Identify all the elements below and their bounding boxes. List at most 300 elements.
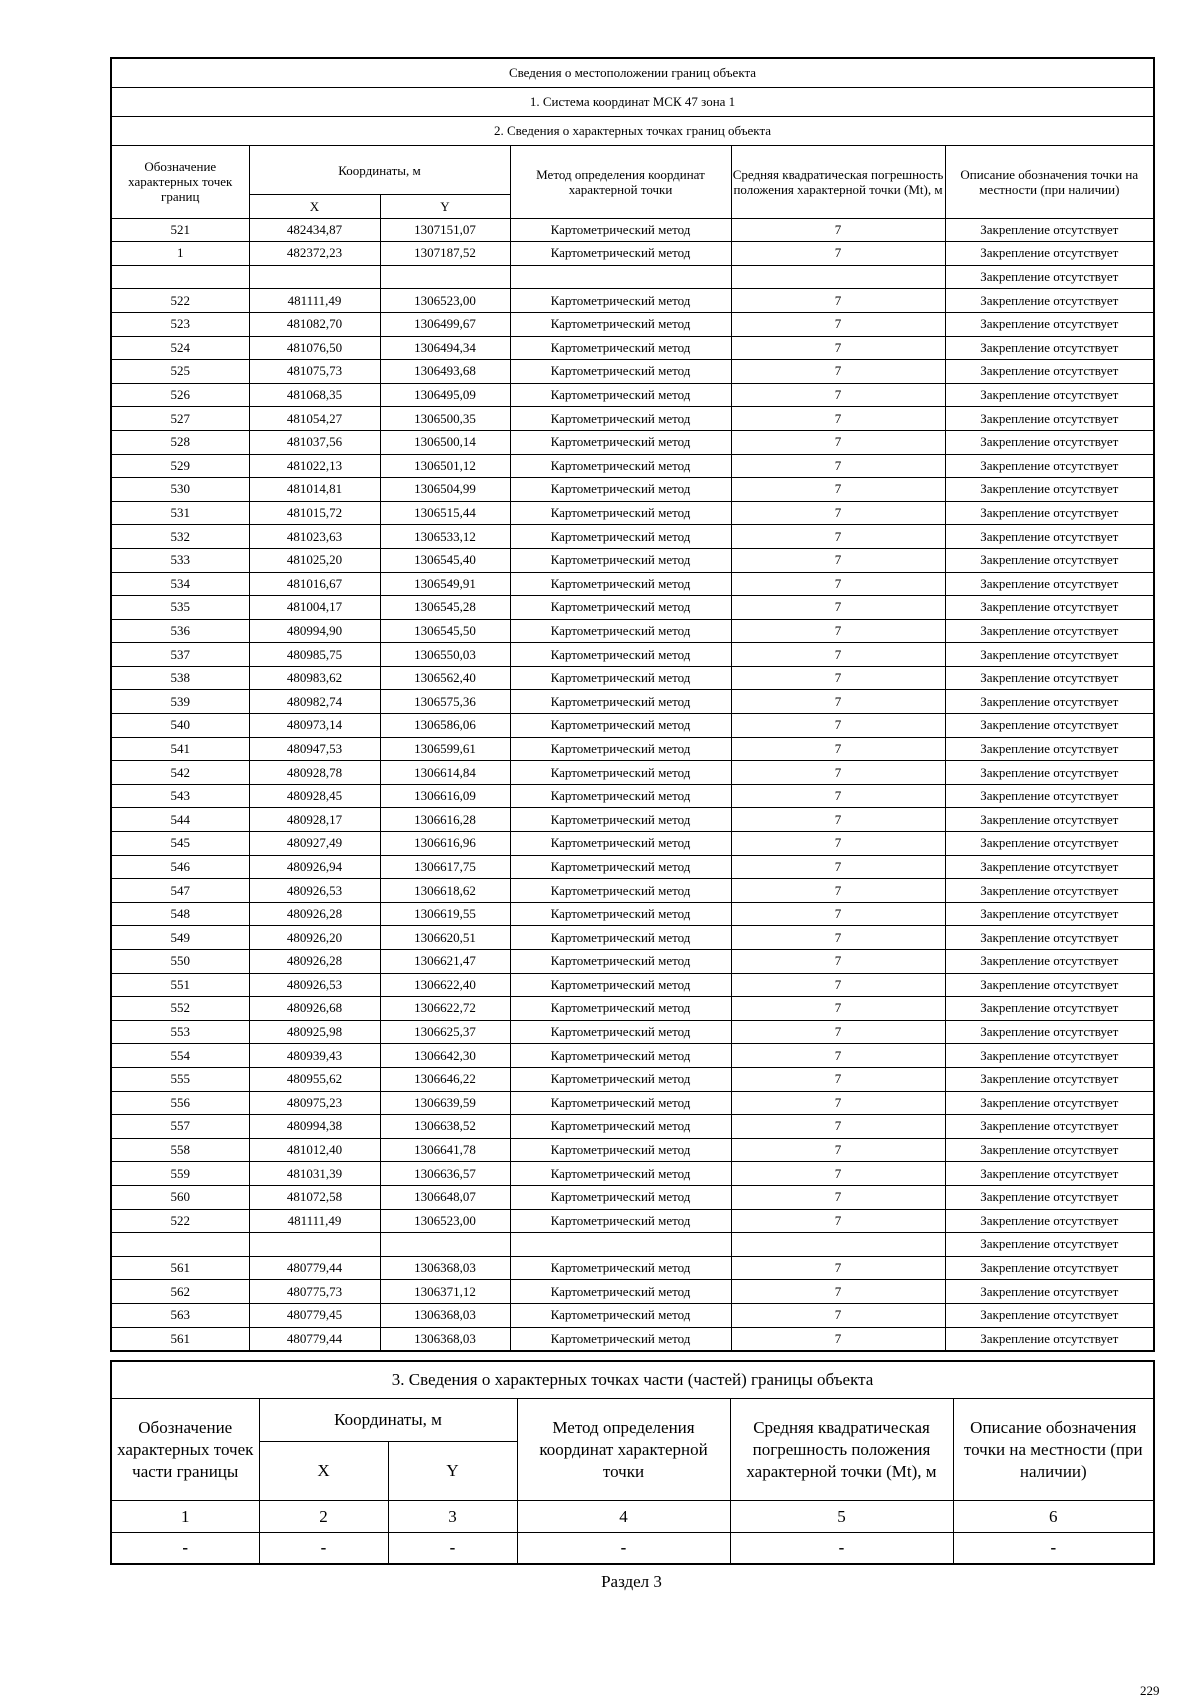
cell-description: Закрепление отсутствует bbox=[945, 289, 1154, 313]
cell-error: 7 bbox=[731, 336, 945, 360]
part-header-y: Y bbox=[388, 1442, 517, 1501]
cell-description: Закрепление отсутствует bbox=[945, 690, 1154, 714]
cell-description: Закрепление отсутствует bbox=[945, 596, 1154, 620]
table-row bbox=[111, 218, 1154, 242]
cell-point-id: 528 bbox=[111, 430, 249, 454]
header-y: Y bbox=[380, 195, 510, 219]
cell-coord-y: 1306371,12 bbox=[380, 1280, 510, 1304]
cell-coord-x: 481075,73 bbox=[249, 360, 380, 384]
cell-description: Закрепление отсутствует bbox=[945, 1162, 1154, 1186]
cell-description: Закрепление отсутствует bbox=[945, 808, 1154, 832]
cell-coord-y: 1306638,52 bbox=[380, 1115, 510, 1139]
cell-coord-x: 482434,87 bbox=[249, 218, 380, 242]
cell-coord-x: 480928,45 bbox=[249, 784, 380, 808]
cell-point-id: 522 bbox=[111, 1209, 249, 1233]
cell-method: Картометрический метод bbox=[510, 312, 731, 336]
table-row bbox=[111, 548, 1154, 572]
cell-point-id: 555 bbox=[111, 1067, 249, 1091]
cell-point-id: 561 bbox=[111, 1256, 249, 1280]
cell-description: Закрепление отсутствует bbox=[945, 572, 1154, 596]
table-row bbox=[111, 572, 1154, 596]
boundary-points-table bbox=[110, 57, 1155, 1352]
table-row bbox=[111, 950, 1154, 974]
cell-description: Закрепление отсутствует bbox=[945, 478, 1154, 502]
cell-coord-x: 480982,74 bbox=[249, 690, 380, 714]
table-row bbox=[111, 383, 1154, 407]
cell-coord-x: 481004,17 bbox=[249, 596, 380, 620]
cell-coord-y: 1306636,57 bbox=[380, 1162, 510, 1186]
column-number: 4 bbox=[517, 1501, 730, 1533]
cell-description: Закрепление отсутствует bbox=[945, 454, 1154, 478]
cell-method: Картометрический метод bbox=[510, 1256, 731, 1280]
cell-method: Картометрический метод bbox=[510, 1044, 731, 1068]
table-row bbox=[111, 1303, 1154, 1327]
cell-description: Закрепление отсутствует bbox=[945, 336, 1154, 360]
cell-error: 7 bbox=[731, 1044, 945, 1068]
cell-method: Картометрический метод bbox=[510, 242, 731, 266]
cell-point-id: 1 bbox=[111, 242, 249, 266]
cell-coord-y: 1307151,07 bbox=[380, 218, 510, 242]
table-row bbox=[111, 714, 1154, 738]
cell-error: 7 bbox=[731, 1115, 945, 1139]
cell-coord-x: 480994,90 bbox=[249, 619, 380, 643]
cell-method: Картометрический метод bbox=[510, 1162, 731, 1186]
cell-coord-y: 1306599,61 bbox=[380, 737, 510, 761]
table-row bbox=[111, 1233, 1154, 1257]
cell-coord-y: 1306493,68 bbox=[380, 360, 510, 384]
header-description: Описание обозначения точки на местности (при наличии) bbox=[945, 146, 1154, 219]
cell-coord-y: 1306616,09 bbox=[380, 784, 510, 808]
cell-method: Картометрический метод bbox=[510, 1303, 731, 1327]
cell-method: Картометрический метод bbox=[510, 525, 731, 549]
cell-coord-x: 481076,50 bbox=[249, 336, 380, 360]
cell-point-id: 534 bbox=[111, 572, 249, 596]
empty-cell: - bbox=[388, 1533, 517, 1565]
cell-method: Картометрический метод bbox=[510, 737, 731, 761]
cell-coord-x: 480927,49 bbox=[249, 832, 380, 856]
cell-error: 7 bbox=[731, 548, 945, 572]
table-row bbox=[111, 643, 1154, 667]
cell-description: Закрепление отсутствует bbox=[945, 1280, 1154, 1304]
table-row bbox=[111, 289, 1154, 313]
cell-method: Картометрический метод bbox=[510, 596, 731, 620]
cell-error: 7 bbox=[731, 501, 945, 525]
cell-point-id: 556 bbox=[111, 1091, 249, 1115]
cell-point-id: 545 bbox=[111, 832, 249, 856]
cell-method: Картометрический метод bbox=[510, 478, 731, 502]
cell-point-id: 548 bbox=[111, 902, 249, 926]
cell-coord-x: 482372,23 bbox=[249, 242, 380, 266]
header-point: Обозначение характерных точек границ bbox=[111, 146, 249, 219]
cell-point-id: 552 bbox=[111, 997, 249, 1021]
cell-description: Закрепление отсутствует bbox=[945, 902, 1154, 926]
table-row bbox=[111, 761, 1154, 785]
empty-cell: - bbox=[953, 1533, 1154, 1565]
cell-coord-y: 1306549,91 bbox=[380, 572, 510, 596]
cell-point-id: 549 bbox=[111, 926, 249, 950]
cell-coord-y: 1306622,72 bbox=[380, 997, 510, 1021]
cell-method: Картометрический метод bbox=[510, 1115, 731, 1139]
cell-method bbox=[510, 265, 731, 289]
part-boundary-points-table bbox=[110, 1360, 1155, 1565]
cell-error: 7 bbox=[731, 360, 945, 384]
cell-method: Картометрический метод bbox=[510, 572, 731, 596]
cell-error: 7 bbox=[731, 879, 945, 903]
cell-description: Закрепление отсутствует bbox=[945, 737, 1154, 761]
table-row bbox=[111, 737, 1154, 761]
cell-description: Закрепление отсутствует bbox=[945, 525, 1154, 549]
cell-coord-x bbox=[249, 1233, 380, 1257]
cell-method: Картометрический метод bbox=[510, 289, 731, 313]
cell-point-id: 542 bbox=[111, 761, 249, 785]
table-row bbox=[111, 265, 1154, 289]
cell-coord-y: 1306500,35 bbox=[380, 407, 510, 431]
cell-method: Картометрический метод bbox=[510, 1209, 731, 1233]
cell-method: Картометрический метод bbox=[510, 950, 731, 974]
table-row bbox=[111, 430, 1154, 454]
table-row bbox=[111, 360, 1154, 384]
table-row bbox=[111, 619, 1154, 643]
table-title: Сведения о местоположении границ объекта bbox=[111, 58, 1154, 88]
cell-error: 7 bbox=[731, 784, 945, 808]
cell-method bbox=[510, 1233, 731, 1257]
cell-method: Картометрический метод bbox=[510, 454, 731, 478]
cell-coord-x: 481015,72 bbox=[249, 501, 380, 525]
table-row bbox=[111, 926, 1154, 950]
cell-description: Закрепление отсутствует bbox=[945, 926, 1154, 950]
cell-error: 7 bbox=[731, 407, 945, 431]
cell-coord-x: 480955,62 bbox=[249, 1067, 380, 1091]
cell-point-id: 557 bbox=[111, 1115, 249, 1139]
cell-error bbox=[731, 1233, 945, 1257]
empty-cell: - bbox=[259, 1533, 388, 1565]
cell-coord-x: 481054,27 bbox=[249, 407, 380, 431]
table-row bbox=[111, 596, 1154, 620]
cell-error: 7 bbox=[731, 737, 945, 761]
cell-point-id: 546 bbox=[111, 855, 249, 879]
table-row bbox=[111, 832, 1154, 856]
cell-description: Закрепление отсутствует bbox=[945, 950, 1154, 974]
cell-coord-y bbox=[380, 265, 510, 289]
cell-method: Картометрический метод bbox=[510, 1327, 731, 1351]
table-row bbox=[111, 902, 1154, 926]
cell-description: Закрепление отсутствует bbox=[945, 1138, 1154, 1162]
cell-method: Картометрический метод bbox=[510, 997, 731, 1021]
cell-error: 7 bbox=[731, 902, 945, 926]
table-row bbox=[111, 525, 1154, 549]
table-row bbox=[111, 1256, 1154, 1280]
cell-coord-x: 480775,73 bbox=[249, 1280, 380, 1304]
cell-method: Картометрический метод bbox=[510, 1020, 731, 1044]
cell-method: Картометрический метод bbox=[510, 501, 731, 525]
cell-coord-x: 481031,39 bbox=[249, 1162, 380, 1186]
cell-description: Закрепление отсутствует bbox=[945, 383, 1154, 407]
cell-description: Закрепление отсутствует bbox=[945, 1020, 1154, 1044]
part-header-error: Средняя квадратическая погрешность положения характерной точки (Mt), м bbox=[730, 1399, 953, 1501]
empty-cell: - bbox=[111, 1533, 259, 1565]
cell-method: Картометрический метод bbox=[510, 761, 731, 785]
cell-coord-x: 480983,62 bbox=[249, 666, 380, 690]
cell-point-id: 539 bbox=[111, 690, 249, 714]
cell-coord-x: 481037,56 bbox=[249, 430, 380, 454]
cell-method: Картометрический метод bbox=[510, 855, 731, 879]
cell-coord-y: 1306575,36 bbox=[380, 690, 510, 714]
cell-point-id: 563 bbox=[111, 1303, 249, 1327]
cell-coord-x: 481082,70 bbox=[249, 312, 380, 336]
header-x: X bbox=[249, 195, 380, 219]
part-header-point: Обозначение характерных точек части границы bbox=[111, 1399, 259, 1501]
cell-point-id: 551 bbox=[111, 973, 249, 997]
cell-method: Картометрический метод bbox=[510, 1067, 731, 1091]
cell-coord-x: 480928,78 bbox=[249, 761, 380, 785]
cell-error: 7 bbox=[731, 1280, 945, 1304]
cell-error: 7 bbox=[731, 619, 945, 643]
cell-coord-x: 481014,81 bbox=[249, 478, 380, 502]
cell-coord-y: 1306642,30 bbox=[380, 1044, 510, 1068]
cell-error: 7 bbox=[731, 643, 945, 667]
cell-description: Закрепление отсутствует bbox=[945, 360, 1154, 384]
cell-coord-y: 1306501,12 bbox=[380, 454, 510, 478]
cell-error: 7 bbox=[731, 383, 945, 407]
cell-coord-y: 1306523,00 bbox=[380, 289, 510, 313]
column-number: 6 bbox=[953, 1501, 1154, 1533]
cell-description: Закрепление отсутствует bbox=[945, 619, 1154, 643]
cell-method: Картометрический метод bbox=[510, 430, 731, 454]
cell-method: Картометрический метод bbox=[510, 902, 731, 926]
cell-coord-x: 480779,45 bbox=[249, 1303, 380, 1327]
cell-coord-x: 480926,68 bbox=[249, 997, 380, 1021]
cell-point-id: 524 bbox=[111, 336, 249, 360]
table-row bbox=[111, 1185, 1154, 1209]
cell-coord-y: 1306545,40 bbox=[380, 548, 510, 572]
cell-coord-y: 1306495,09 bbox=[380, 383, 510, 407]
cell-description: Закрепление отсутствует bbox=[945, 265, 1154, 289]
cell-coord-y: 1306639,59 bbox=[380, 1091, 510, 1115]
cell-coord-y: 1306562,40 bbox=[380, 666, 510, 690]
cell-error: 7 bbox=[731, 808, 945, 832]
cell-point-id: 521 bbox=[111, 218, 249, 242]
cell-point-id: 526 bbox=[111, 383, 249, 407]
cell-point-id bbox=[111, 1233, 249, 1257]
cell-method: Картометрический метод bbox=[510, 926, 731, 950]
table-row bbox=[111, 784, 1154, 808]
cell-point-id: 540 bbox=[111, 714, 249, 738]
cell-coord-x: 480973,14 bbox=[249, 714, 380, 738]
cell-coord-x: 480975,23 bbox=[249, 1091, 380, 1115]
cell-description: Закрепление отсутствует bbox=[945, 973, 1154, 997]
cell-description: Закрепление отсутствует bbox=[945, 997, 1154, 1021]
cell-point-id: 558 bbox=[111, 1138, 249, 1162]
cell-coord-x: 481025,20 bbox=[249, 548, 380, 572]
cell-description: Закрепление отсутствует bbox=[945, 832, 1154, 856]
cell-coord-x: 481111,49 bbox=[249, 1209, 380, 1233]
cell-coord-y: 1306616,28 bbox=[380, 808, 510, 832]
cell-coord-y: 1306499,67 bbox=[380, 312, 510, 336]
cell-error: 7 bbox=[731, 312, 945, 336]
cell-coord-y: 1306620,51 bbox=[380, 926, 510, 950]
table-row bbox=[111, 879, 1154, 903]
cell-coord-y: 1306586,06 bbox=[380, 714, 510, 738]
cell-method: Картометрический метод bbox=[510, 973, 731, 997]
cell-point-id: 523 bbox=[111, 312, 249, 336]
cell-error: 7 bbox=[731, 454, 945, 478]
column-number: 2 bbox=[259, 1501, 388, 1533]
table-subtitle: 2. Сведения о характерных точках границ объекта bbox=[111, 117, 1154, 146]
cell-method: Картометрический метод bbox=[510, 360, 731, 384]
cell-coord-y bbox=[380, 1233, 510, 1257]
cell-description: Закрепление отсутствует bbox=[945, 666, 1154, 690]
cell-point-id: 530 bbox=[111, 478, 249, 502]
cell-method: Картометрический метод bbox=[510, 619, 731, 643]
header-method: Метод определения координат характерной точки bbox=[510, 146, 731, 219]
cell-error: 7 bbox=[731, 572, 945, 596]
cell-coord-y: 1306622,40 bbox=[380, 973, 510, 997]
table-row bbox=[111, 1209, 1154, 1233]
cell-description: Закрепление отсутствует bbox=[945, 501, 1154, 525]
cell-coord-y: 1306368,03 bbox=[380, 1327, 510, 1351]
table-row bbox=[111, 1067, 1154, 1091]
cell-point-id: 560 bbox=[111, 1185, 249, 1209]
cell-coord-x: 480926,20 bbox=[249, 926, 380, 950]
cell-method: Картометрический метод bbox=[510, 832, 731, 856]
table-row bbox=[111, 690, 1154, 714]
cell-error: 7 bbox=[731, 666, 945, 690]
cell-description: Закрепление отсутствует bbox=[945, 879, 1154, 903]
cell-point-id: 532 bbox=[111, 525, 249, 549]
table-row bbox=[111, 454, 1154, 478]
part-header-method: Метод определения координат характерной точки bbox=[517, 1399, 730, 1501]
cell-coord-y: 1306641,78 bbox=[380, 1138, 510, 1162]
cell-error: 7 bbox=[731, 1185, 945, 1209]
cell-method: Картометрический метод bbox=[510, 808, 731, 832]
cell-point-id: 529 bbox=[111, 454, 249, 478]
cell-error: 7 bbox=[731, 1020, 945, 1044]
cell-coord-y: 1307187,52 bbox=[380, 242, 510, 266]
cell-coord-x: 480939,43 bbox=[249, 1044, 380, 1068]
cell-coord-y: 1306646,22 bbox=[380, 1067, 510, 1091]
cell-coord-x: 480926,28 bbox=[249, 902, 380, 926]
cell-coord-y: 1306621,47 bbox=[380, 950, 510, 974]
cell-error: 7 bbox=[731, 478, 945, 502]
cell-coord-x: 480928,17 bbox=[249, 808, 380, 832]
cell-point-id: 550 bbox=[111, 950, 249, 974]
cell-point-id: 527 bbox=[111, 407, 249, 431]
cell-description: Закрепление отсутствует bbox=[945, 1044, 1154, 1068]
cell-description: Закрепление отсутствует bbox=[945, 548, 1154, 572]
cell-description: Закрепление отсутствует bbox=[945, 643, 1154, 667]
cell-description: Закрепление отсутствует bbox=[945, 1233, 1154, 1257]
cell-coord-y: 1306523,00 bbox=[380, 1209, 510, 1233]
coordinate-system: 1. Система координат МСК 47 зона 1 bbox=[111, 88, 1154, 117]
cell-coord-y: 1306545,28 bbox=[380, 596, 510, 620]
table-row bbox=[111, 1044, 1154, 1068]
table-row bbox=[111, 1327, 1154, 1351]
cell-error: 7 bbox=[731, 973, 945, 997]
cell-method: Картометрический метод bbox=[510, 336, 731, 360]
cell-point-id: 562 bbox=[111, 1280, 249, 1304]
cell-point-id: 554 bbox=[111, 1044, 249, 1068]
cell-coord-x: 480994,38 bbox=[249, 1115, 380, 1139]
cell-point-id: 522 bbox=[111, 289, 249, 313]
cell-description: Закрепление отсутствует bbox=[945, 855, 1154, 879]
cell-method: Картометрический метод bbox=[510, 1185, 731, 1209]
table-row bbox=[111, 973, 1154, 997]
cell-method: Картометрический метод bbox=[510, 1138, 731, 1162]
cell-method: Картометрический метод bbox=[510, 407, 731, 431]
cell-error: 7 bbox=[731, 855, 945, 879]
cell-error: 7 bbox=[731, 1067, 945, 1091]
cell-coord-x: 480926,94 bbox=[249, 855, 380, 879]
cell-coord-x bbox=[249, 265, 380, 289]
cell-coord-y: 1306368,03 bbox=[380, 1303, 510, 1327]
cell-error: 7 bbox=[731, 950, 945, 974]
cell-coord-y: 1306494,34 bbox=[380, 336, 510, 360]
cell-method: Картометрический метод bbox=[510, 784, 731, 808]
empty-cell: - bbox=[730, 1533, 953, 1565]
cell-coord-y: 1306533,12 bbox=[380, 525, 510, 549]
cell-point-id: 547 bbox=[111, 879, 249, 903]
cell-coord-x: 481012,40 bbox=[249, 1138, 380, 1162]
cell-point-id: 541 bbox=[111, 737, 249, 761]
column-number: 3 bbox=[388, 1501, 517, 1533]
cell-coord-y: 1306625,37 bbox=[380, 1020, 510, 1044]
cell-method: Картометрический метод bbox=[510, 548, 731, 572]
cell-error: 7 bbox=[731, 1256, 945, 1280]
table-row bbox=[111, 336, 1154, 360]
cell-error: 7 bbox=[731, 1209, 945, 1233]
cell-error: 7 bbox=[731, 289, 945, 313]
cell-error: 7 bbox=[731, 1303, 945, 1327]
table-row bbox=[111, 1162, 1154, 1186]
table-row bbox=[111, 808, 1154, 832]
cell-coord-x: 481072,58 bbox=[249, 1185, 380, 1209]
cell-error: 7 bbox=[731, 690, 945, 714]
cell-coord-y: 1306616,96 bbox=[380, 832, 510, 856]
cell-error: 7 bbox=[731, 1138, 945, 1162]
cell-coord-x: 481068,35 bbox=[249, 383, 380, 407]
cell-point-id: 537 bbox=[111, 643, 249, 667]
table-row bbox=[111, 997, 1154, 1021]
cell-point-id: 538 bbox=[111, 666, 249, 690]
cell-coord-y: 1306515,44 bbox=[380, 501, 510, 525]
cell-coord-x: 481022,13 bbox=[249, 454, 380, 478]
cell-method: Картометрический метод bbox=[510, 879, 731, 903]
cell-coord-x: 480779,44 bbox=[249, 1256, 380, 1280]
cell-description: Закрепление отсутствует bbox=[945, 218, 1154, 242]
cell-description: Закрепление отсутствует bbox=[945, 430, 1154, 454]
cell-coord-y: 1306617,75 bbox=[380, 855, 510, 879]
cell-error: 7 bbox=[731, 714, 945, 738]
column-number: 1 bbox=[111, 1501, 259, 1533]
cell-coord-x: 481111,49 bbox=[249, 289, 380, 313]
cell-error: 7 bbox=[731, 430, 945, 454]
cell-error: 7 bbox=[731, 1162, 945, 1186]
cell-coord-y: 1306500,14 bbox=[380, 430, 510, 454]
cell-method: Картометрический метод bbox=[510, 666, 731, 690]
cell-method: Картометрический метод bbox=[510, 714, 731, 738]
cell-coord-y: 1306648,07 bbox=[380, 1185, 510, 1209]
cell-description: Закрепление отсутствует bbox=[945, 761, 1154, 785]
cell-description: Закрепление отсутствует bbox=[945, 1327, 1154, 1351]
cell-point-id: 543 bbox=[111, 784, 249, 808]
header-error: Средняя квадратическая погрешность положения характерной точки (Mt), м bbox=[731, 146, 945, 219]
cell-coord-y: 1306545,50 bbox=[380, 619, 510, 643]
cell-coord-y: 1306618,62 bbox=[380, 879, 510, 903]
cell-error: 7 bbox=[731, 997, 945, 1021]
header-coords: Координаты, м bbox=[249, 146, 510, 195]
cell-coord-y: 1306550,03 bbox=[380, 643, 510, 667]
cell-method: Картометрический метод bbox=[510, 643, 731, 667]
